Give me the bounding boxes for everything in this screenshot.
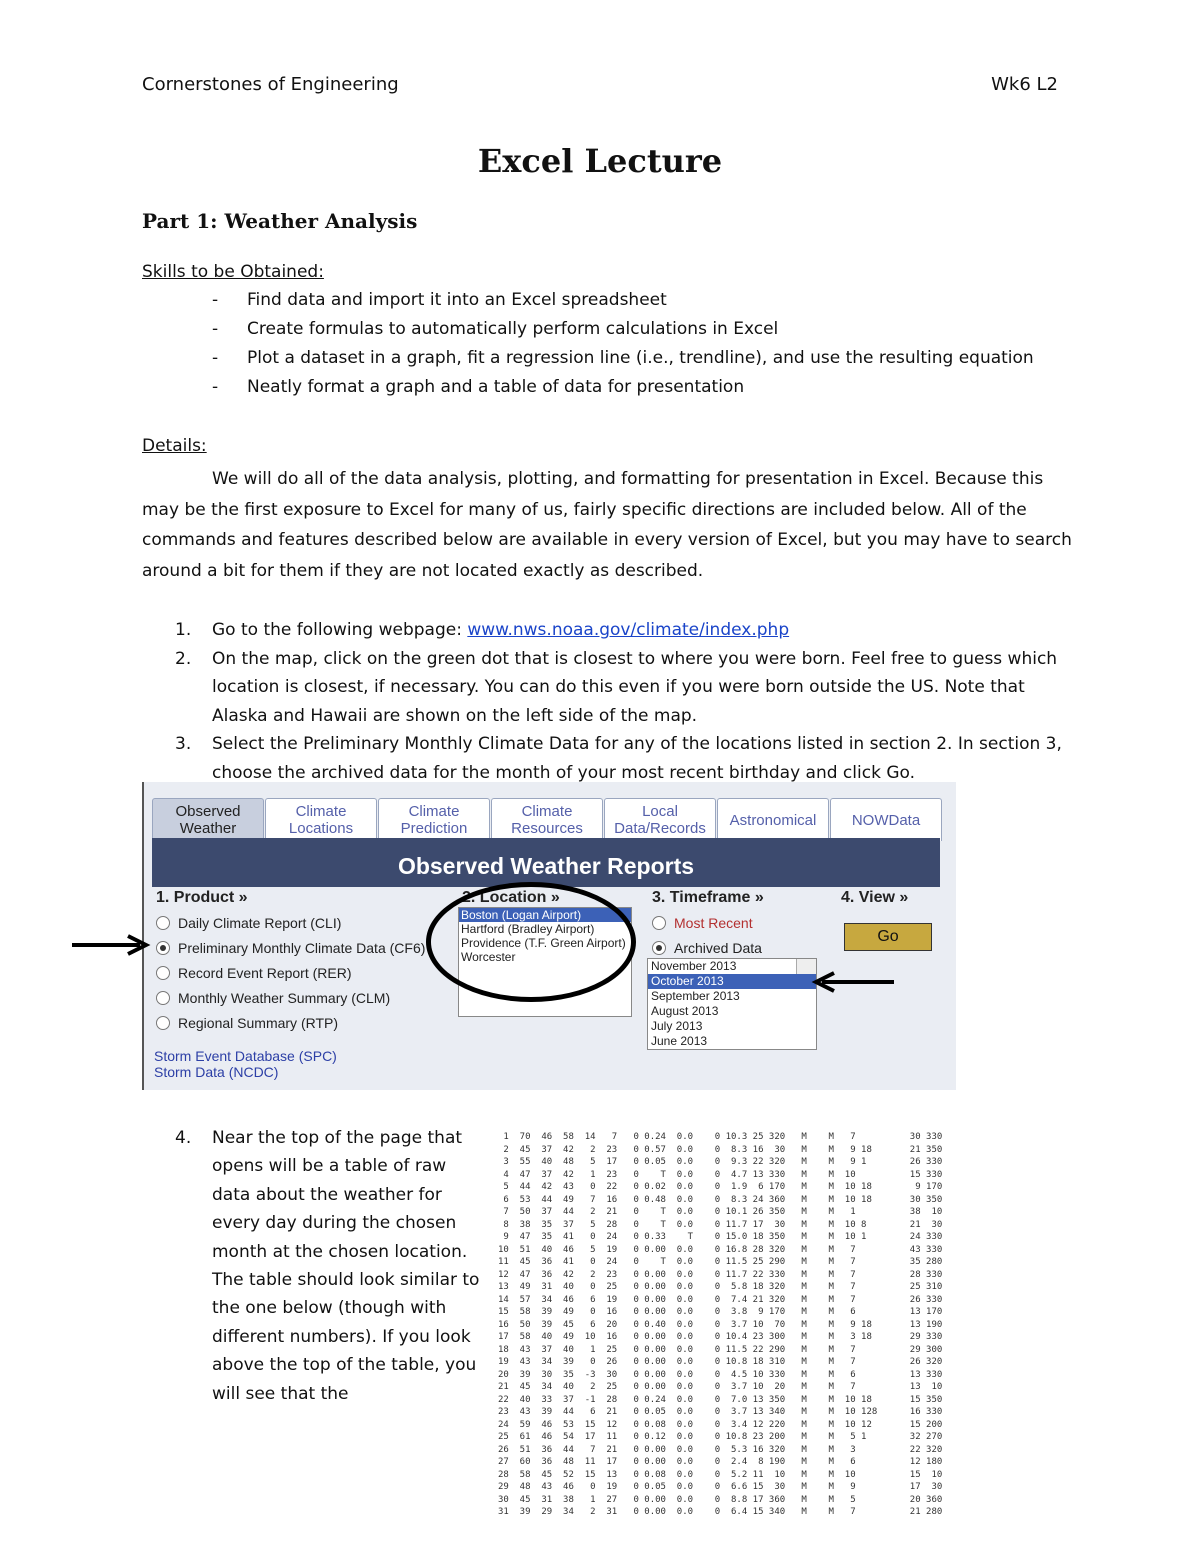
timeframe-most-recent[interactable]: Most Recent bbox=[652, 915, 753, 931]
table-row: 23 43 39 44 6 21 0 0.05 0.0 0 3.7 13 340 M M 10 128 16 330 bbox=[498, 1407, 943, 1417]
header-week: Wk6 L2 bbox=[991, 74, 1058, 95]
product-title: 1. Product » bbox=[156, 889, 248, 906]
timeframe-title: 3. Timeframe » bbox=[652, 889, 764, 906]
table-row: 14 57 34 46 6 19 0 0.00 0.0 0 7.4 21 320 M M 7 26 330 bbox=[498, 1294, 943, 1305]
table-row: 9 47 35 41 0 24 0 0.33 T 0 15.0 18 350 M M 10 1 24 330 bbox=[498, 1232, 943, 1242]
list-item: - Plot a dataset in a graph, fit a regression line (i.e., trendline), and use the resulting equation bbox=[212, 348, 1034, 368]
arrow-left-icon bbox=[810, 970, 896, 994]
table-row: 7 50 37 44 2 21 0 T 0.0 0 10.1 26 350 M M 1 38 10 bbox=[498, 1207, 943, 1217]
tab-climate-resources[interactable]: Climate Resources bbox=[491, 798, 603, 841]
tab-observed-weather[interactable]: Observed Weather bbox=[152, 798, 264, 841]
part-heading: Part 1: Weather Analysis bbox=[142, 209, 418, 233]
table-row: 1 70 46 58 14 7 0 0.24 0.0 0 10.3 25 320 M M 7 30 330 bbox=[498, 1132, 943, 1142]
list-item[interactable]: June 2013 bbox=[651, 1034, 708, 1048]
details-paragraph: We will do all of the data analysis, plotting, and formatting for presentation in Excel. Because this may be the first exposure to Excel for many of us, fairly specific directions are included below. All of the commands and features described below are available in every version of Excel, but you may have to search around a bit for them if they are not located exactly as described. bbox=[142, 469, 1072, 581]
table-row: 2 45 37 42 2 23 0 0.57 0.0 0 8.3 16 30 M M 9 18 21 350 bbox=[498, 1144, 943, 1155]
view-title: 4. View » bbox=[841, 889, 909, 906]
table-row: 5 44 42 43 0 22 0 0.02 0.0 0 1.9 6 170 M M 10 18 9 170 bbox=[498, 1182, 943, 1192]
steps-list-continued bbox=[175, 1124, 485, 1408]
table-row: 24 59 46 53 15 12 0 0.08 0.0 0 3.4 12 220 M M 10 12 15 200 bbox=[498, 1419, 943, 1430]
go-button[interactable]: Go bbox=[844, 923, 932, 951]
list-item: - Neatly format a graph and a table of data for presentation bbox=[212, 377, 745, 397]
product-option-cf6[interactable]: Preliminary Monthly Climate Data (CF6) bbox=[156, 940, 425, 956]
table-row: 15 58 39 49 0 16 0 0.00 0.0 0 3.8 9 170 M M 6 13 170 bbox=[498, 1307, 943, 1317]
table-row: 3 55 40 48 5 17 0 0.05 0.0 0 9.3 22 320 M M 9 1 26 330 bbox=[498, 1157, 943, 1167]
tab-climate-prediction[interactable]: Climate Prediction bbox=[378, 798, 490, 841]
table-row: 17 58 40 49 10 16 0 0.00 0.0 0 10.4 23 300 M M 3 18 29 330 bbox=[498, 1332, 943, 1342]
list-item[interactable]: October 2013 bbox=[648, 974, 816, 989]
step-2: 2. On the map, click on the green dot that is closest to where you were born. Feel free to guess which location is closest, if necessary. You can do this even if you were born outside the US. Note that Alaska and Hawaii are shown on the left side of the map. bbox=[175, 648, 1058, 726]
table-row: 8 38 35 37 5 28 0 T 0.0 0 11.7 17 30 M M 10 8 21 30 bbox=[498, 1219, 943, 1230]
details-heading: Details: bbox=[142, 436, 207, 456]
timeframe-archived[interactable]: Archived Data bbox=[652, 940, 762, 956]
list-item[interactable]: August 2013 bbox=[651, 1004, 719, 1018]
radio-icon[interactable] bbox=[156, 916, 170, 930]
table-row: 26 51 36 44 7 21 0 0.00 0.0 0 5.3 16 320 M M 3 22 320 bbox=[498, 1444, 943, 1455]
step-4: 4. Near the top of the page that opens will be a table of raw data about the weather for every day during the chosen month at the chosen location. The table should look similar to the one below (though with different numbers). If you look above the top of the table, you will see that the bbox=[175, 1128, 480, 1404]
tab-climate-locations[interactable]: Climate Locations bbox=[265, 798, 377, 841]
radio-selected-icon[interactable] bbox=[156, 941, 170, 955]
tab-nowdata[interactable]: NOWData bbox=[830, 798, 942, 841]
product-option-cli[interactable]: Daily Climate Report (CLI) bbox=[156, 915, 341, 931]
table-row: 12 47 36 42 2 23 0 0.00 0.0 0 11.7 22 330 M M 7 28 330 bbox=[498, 1269, 943, 1280]
table-row: 29 48 43 46 0 19 0 0.05 0.0 0 6.6 15 30 M M 9 17 30 bbox=[498, 1482, 943, 1492]
skills-list bbox=[212, 290, 1034, 406]
list-item: - Create formulas to automatically perform calculations in Excel bbox=[212, 319, 779, 339]
list-item[interactable]: Hartford (Bradley Airport) bbox=[461, 922, 595, 936]
list-item[interactable]: Worcester bbox=[461, 950, 516, 964]
step-3: 3. Select the Preliminary Monthly Climate Data for any of the locations listed in section 2. In section 3, choose the archived data for the month of your most recent birthday and click Go. bbox=[175, 734, 1062, 783]
radio-icon[interactable] bbox=[156, 991, 170, 1005]
table-row: 27 60 36 48 11 17 0 0.00 0.0 0 2.4 8 190 M M 6 12 180 bbox=[498, 1457, 943, 1467]
product-option-rer[interactable]: Record Event Report (RER) bbox=[156, 965, 352, 981]
table-row: 13 49 31 40 0 25 0 0.00 0.0 0 5.8 18 320 M M 7 25 310 bbox=[498, 1282, 943, 1292]
tab-astronomical[interactable]: Astronomical bbox=[717, 798, 829, 841]
arrow-right-icon bbox=[70, 933, 152, 957]
noaa-link[interactable]: www.nws.noaa.gov/climate/index.php bbox=[467, 620, 790, 640]
product-option-clm[interactable]: Monthly Weather Summary (CLM) bbox=[156, 990, 390, 1006]
table-row: 6 53 44 49 7 16 0 0.48 0.0 0 8.3 24 360 M M 10 18 30 350 bbox=[498, 1194, 943, 1205]
product-option-rtp[interactable]: Regional Summary (RTP) bbox=[156, 1015, 338, 1031]
table-row: 31 39 29 34 2 31 0 0.00 0.0 0 6.4 15 340 M M 7 21 280 bbox=[498, 1507, 943, 1517]
skills-heading: Skills to be Obtained: bbox=[142, 262, 324, 282]
steps-list bbox=[175, 616, 1075, 787]
table-row: 11 45 36 41 0 24 0 T 0.0 0 11.5 25 290 M M 7 35 280 bbox=[498, 1257, 943, 1267]
radio-icon[interactable] bbox=[156, 966, 170, 980]
list-item[interactable]: November 2013 bbox=[651, 959, 737, 973]
table-row: 30 45 31 38 1 27 0 0.00 0.0 0 8.8 17 360 M M 5 20 360 bbox=[498, 1494, 943, 1505]
step-1: 1. Go to the following webpage: www.nws.noaa.gov/climate/index.php bbox=[175, 620, 790, 640]
list-item[interactable]: September 2013 bbox=[651, 989, 740, 1003]
storm-event-link[interactable]: Storm Event Database (SPC) bbox=[154, 1048, 337, 1064]
table-row: 22 40 33 37 -1 28 0 0.24 0.0 0 7.0 13 350 M M 10 18 15 350 bbox=[498, 1394, 943, 1405]
tab-local-data[interactable]: Local Data/Records bbox=[604, 798, 716, 841]
list-item[interactable]: Providence (T.F. Green Airport) bbox=[461, 936, 626, 950]
list-item[interactable]: Boston (Logan Airport) bbox=[459, 908, 631, 922]
highlight-oval bbox=[426, 882, 636, 1002]
radio-icon[interactable] bbox=[652, 916, 666, 930]
list-item: - Find data and import it into an Excel spreadsheet bbox=[212, 290, 667, 310]
raw-weather-table bbox=[498, 1131, 1058, 1519]
month-select[interactable] bbox=[647, 958, 817, 1050]
table-row: 28 58 45 52 15 13 0 0.08 0.0 0 5.2 11 10 M M 10 15 10 bbox=[498, 1469, 943, 1480]
header-course: Cornerstones of Engineering bbox=[142, 74, 399, 95]
table-row: 4 47 37 42 1 23 0 T 0.0 0 4.7 13 330 M M 10 15 330 bbox=[498, 1169, 943, 1180]
table-row: 25 61 46 54 17 11 0 0.12 0.0 0 10.8 23 200 M M 5 1 32 270 bbox=[498, 1432, 943, 1442]
table-row: 20 39 30 35 -3 30 0 0.00 0.0 0 4.5 10 330 M M 6 13 330 bbox=[498, 1369, 943, 1380]
table-row: 16 50 39 45 6 20 0 0.40 0.0 0 3.7 10 70 M M 9 18 13 190 bbox=[498, 1319, 943, 1330]
radio-icon[interactable] bbox=[156, 1016, 170, 1030]
page-title: Excel Lecture bbox=[477, 142, 723, 180]
table-row: 18 43 37 40 1 25 0 0.00 0.0 0 11.5 22 290 M M 7 29 300 bbox=[498, 1344, 943, 1355]
table-row: 21 45 34 40 2 25 0 0.00 0.0 0 3.7 10 20 M M 7 13 10 bbox=[498, 1382, 943, 1392]
table-row: 10 51 40 46 5 19 0 0.00 0.0 0 16.8 28 320 M M 7 43 330 bbox=[498, 1244, 943, 1255]
table-row: 19 43 34 39 0 26 0 0.00 0.0 0 10.8 18 310 M M 7 26 320 bbox=[498, 1357, 943, 1367]
noaa-banner: Observed Weather Reports bbox=[152, 843, 940, 887]
location-title: 2. Location » bbox=[462, 889, 560, 906]
radio-selected-icon[interactable] bbox=[652, 941, 666, 955]
storm-data-link[interactable]: Storm Data (NCDC) bbox=[154, 1064, 279, 1080]
list-item[interactable]: July 2013 bbox=[651, 1019, 703, 1033]
noaa-screenshot bbox=[142, 782, 956, 1090]
